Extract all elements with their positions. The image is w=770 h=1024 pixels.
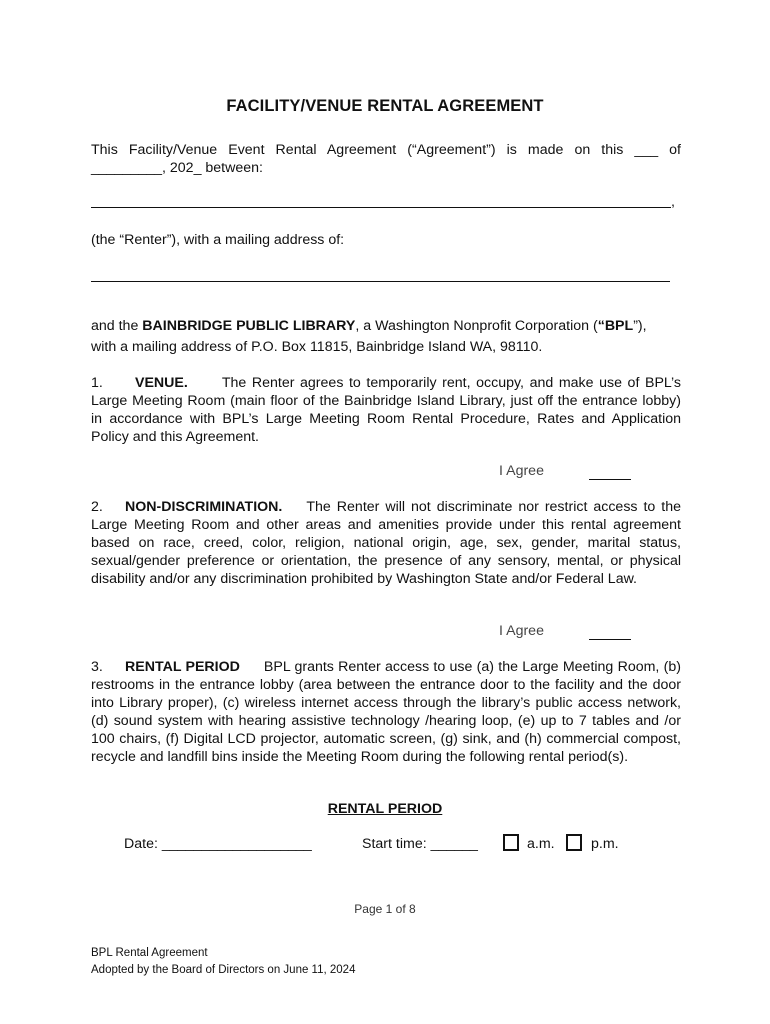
bpl-suffix: ”), — [633, 318, 647, 334]
section-heading: NON-DISCRIMINATION. — [125, 499, 283, 515]
i-agree-initial-blank[interactable] — [589, 479, 631, 480]
i-agree-initial-blank[interactable] — [589, 639, 631, 640]
date-field[interactable]: Date: ___________________ — [124, 836, 312, 852]
bpl-name: BAINBRIDGE PUBLIC LIBRARY — [142, 318, 356, 334]
renter-name-blank[interactable] — [91, 207, 671, 208]
bpl-address: with a mailing address of P.O. Box 11815, Bainbridge Island WA, 98110. — [91, 339, 543, 355]
bpl-prefix: and the — [91, 318, 143, 334]
pm-checkbox[interactable] — [566, 834, 582, 851]
i-agree-label: I Agree — [499, 623, 544, 639]
renter-blank-comma: , — [671, 194, 675, 210]
rental-period-title: RENTAL PERIOD — [327, 801, 443, 817]
footer-adoption-date: Adopted by the Board of Directors on June 11, 2024 — [91, 964, 356, 976]
section-text: The Renter agrees to temporarily rent, occupy, and make use of BPL’s Large Meeting Room (main floor of the Bainbridge Island Library, just off the entrance lobby) in accordance with BPL’s Large Meeting Room Rental Procedure, Rates and Application Policy and this Agreement. — [91, 375, 681, 445]
section-venue — [91, 374, 681, 446]
section-number: 2. — [91, 499, 103, 515]
section-text: BPL grants Renter access to use (a) the Large Meeting Room, (b) restrooms in the entrance lobby (area between the entrance door to the facility and the door into Library proper), (c) wireless internet access through the library’s public access network, (d) sound system with hearing assistive technology /hearing loop, (e) up to 7 tables and /or 100 chairs, (f) Digital LCD projector, automatic screen, (g) sink, and (h) commercial compost, recycle and landfill bins inside the Meeting Room during the following rental period(s). — [91, 659, 681, 765]
start-time-field[interactable]: Start time: ______ — [362, 836, 478, 852]
section-non-discrimination — [91, 498, 681, 588]
bpl-paragraph — [91, 316, 691, 358]
am-checkbox[interactable] — [503, 834, 519, 851]
am-label: a.m. — [527, 836, 555, 852]
renter-label: (the “Renter”), with a mailing address of: — [91, 232, 345, 248]
section-number: 1. — [91, 375, 103, 391]
section-rental-period — [91, 658, 681, 766]
section-text: The Renter will not discriminate nor restrict access to the Large Meeting Room and other areas and amenities provide under this rental agreement based on race, creed, color, religion, national origin, age, sex, gender, marital status, sexual/gender preference or orientation, the presence of any sensory, mental, or physical disability and/or any discrimination prohibited by Washington State and/or Federal Law. — [91, 499, 681, 587]
document-title: FACILITY/VENUE RENTAL AGREEMENT — [226, 97, 544, 115]
section-heading: RENTAL PERIOD — [125, 659, 240, 675]
bpl-abbr: “BPL — [597, 318, 634, 334]
bpl-middle: , a Washington Nonprofit Corporation ( — [355, 318, 598, 334]
pm-label: p.m. — [591, 836, 619, 852]
section-heading: VENUE. — [135, 375, 188, 391]
i-agree-label: I Agree — [499, 463, 544, 479]
page-number: Page 1 of 8 — [354, 902, 416, 916]
renter-address-blank[interactable] — [91, 281, 670, 282]
intro-line-2: _________, 202_ between: — [91, 160, 263, 176]
footer-doc-name: BPL Rental Agreement — [91, 947, 208, 959]
intro-line-1: This Facility/Venue Event Rental Agreement (“Agreement”) is made on this ___ of — [91, 142, 681, 158]
section-number: 3. — [91, 659, 103, 675]
